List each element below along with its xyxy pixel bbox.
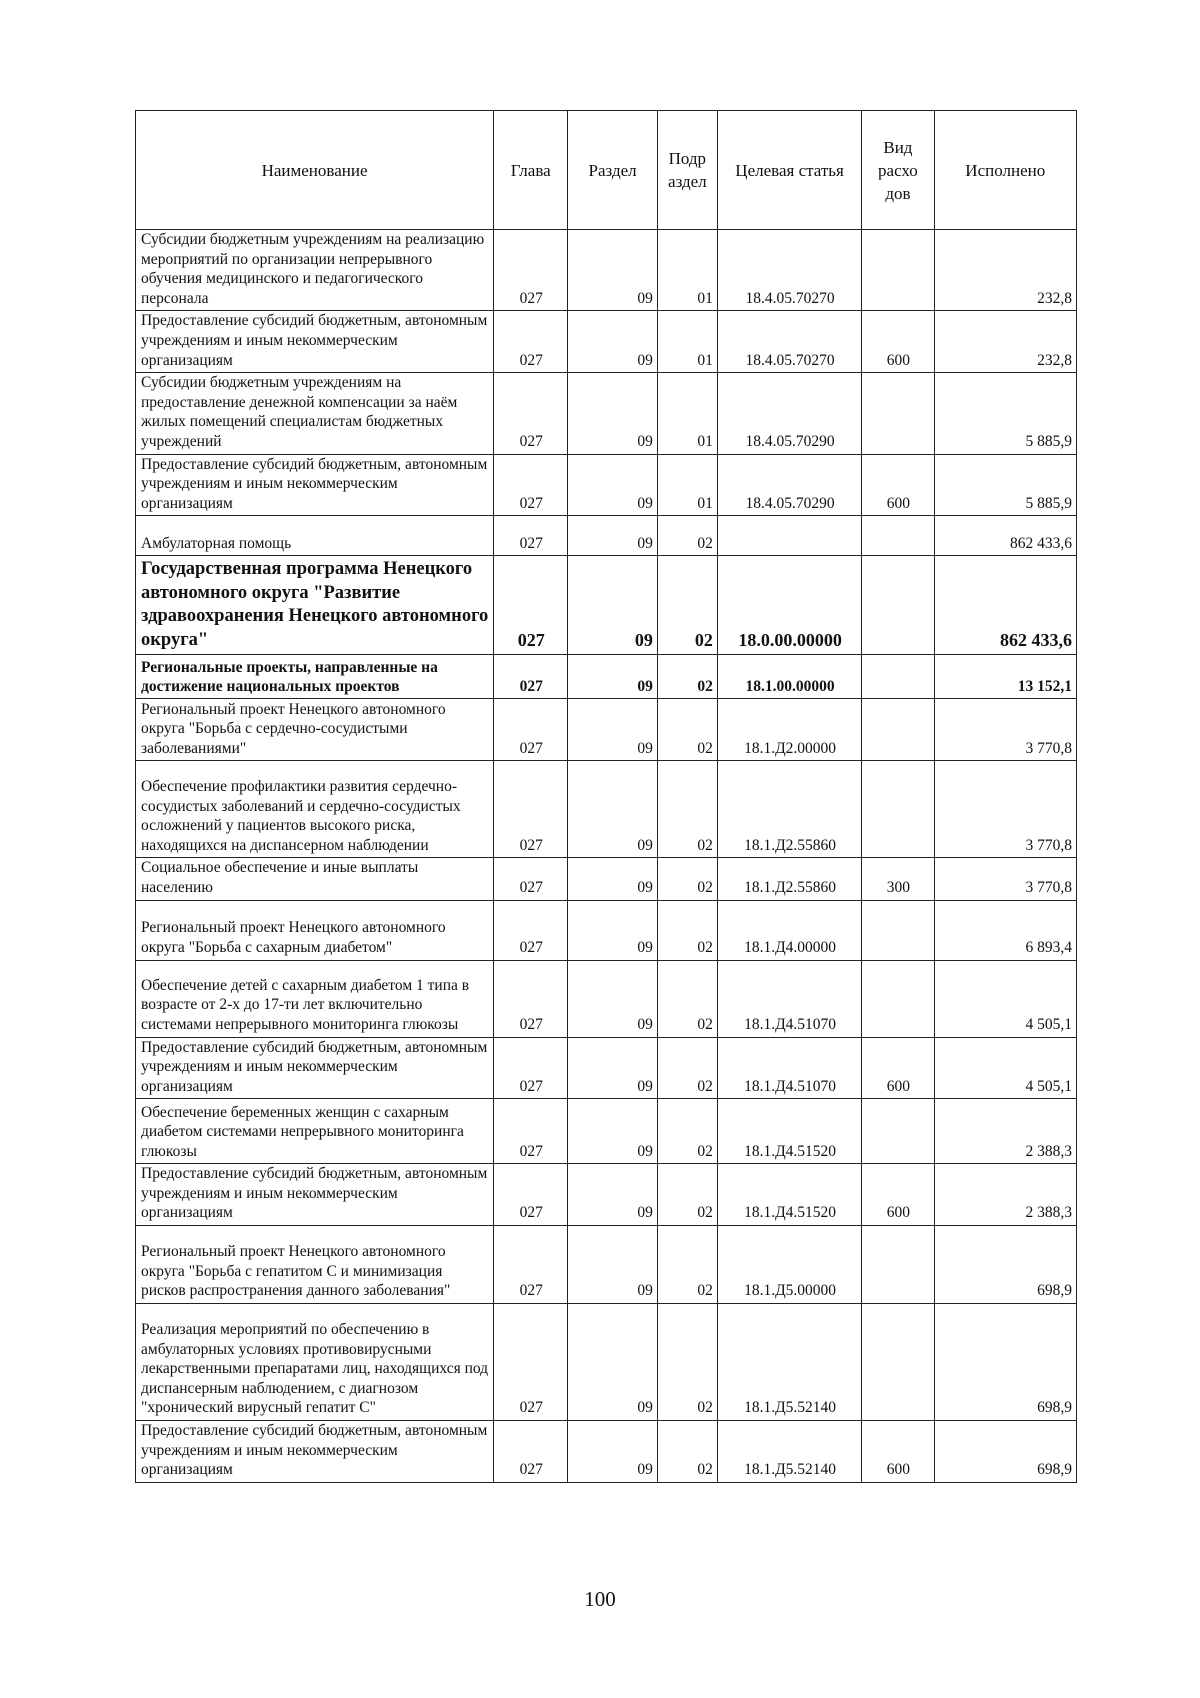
row-glava: 027 — [494, 761, 568, 858]
row-vid-rashodov — [862, 699, 934, 761]
row-name: Государственная программа Ненецкого автономного округа "Развитие здравоохранения Ненецкого автономного округа" — [136, 556, 494, 655]
row-vid-rashodov — [862, 373, 934, 454]
row-celevaya-statya: 18.4.05.70270 — [717, 311, 861, 373]
row-vid-rashodov: 600 — [862, 311, 934, 373]
row-vid-rashodov — [862, 900, 934, 960]
row-razdel: 09 — [568, 900, 658, 960]
row-ispolneno: 4 505,1 — [934, 960, 1076, 1037]
row-vid-rashodov — [862, 1304, 934, 1421]
row-name: Предоставление субсидий бюджетным, автономным учреждениям и иным некоммерческим организациям — [136, 1164, 494, 1226]
row-ispolneno: 3 770,8 — [934, 858, 1076, 900]
row-celevaya-statya — [717, 516, 861, 556]
table-row — [136, 900, 1077, 960]
row-glava: 027 — [494, 655, 568, 699]
row-vid-rashodov: 300 — [862, 858, 934, 900]
row-ispolneno: 2 388,3 — [934, 1164, 1076, 1226]
row-podrazdel: 02 — [657, 556, 717, 655]
row-vid-rashodov — [862, 655, 934, 699]
table-row — [136, 311, 1077, 373]
header-name: Наименование — [136, 111, 494, 230]
budget-table-sheet — [135, 110, 1077, 1483]
row-celevaya-statya: 18.4.05.70290 — [717, 373, 861, 454]
header-ispolneno: Исполнено — [934, 111, 1076, 230]
row-podrazdel: 02 — [657, 761, 717, 858]
row-celevaya-statya: 18.4.05.70290 — [717, 454, 861, 516]
row-razdel: 09 — [568, 1304, 658, 1421]
row-podrazdel: 01 — [657, 311, 717, 373]
row-name: Предоставление субсидий бюджетным, автономным учреждениям и иным некоммерческим организациям — [136, 1037, 494, 1099]
row-podrazdel: 02 — [657, 1099, 717, 1164]
row-glava: 027 — [494, 960, 568, 1037]
row-podrazdel: 01 — [657, 373, 717, 454]
row-glava: 027 — [494, 373, 568, 454]
row-podrazdel: 02 — [657, 900, 717, 960]
table-header-row — [136, 111, 1077, 230]
row-razdel: 09 — [568, 311, 658, 373]
row-glava: 027 — [494, 1226, 568, 1304]
row-razdel: 09 — [568, 373, 658, 454]
row-celevaya-statya: 18.1.Д4.51070 — [717, 1037, 861, 1099]
row-vid-rashodov — [862, 960, 934, 1037]
row-name: Региональные проекты, направленные на достижение национальных проектов — [136, 655, 494, 699]
table-row — [136, 1164, 1077, 1226]
row-podrazdel: 02 — [657, 699, 717, 761]
row-name: Предоставление субсидий бюджетным, автономным учреждениям и иным некоммерческим организациям — [136, 1421, 494, 1483]
row-ispolneno: 3 770,8 — [934, 699, 1076, 761]
row-ispolneno: 4 505,1 — [934, 1037, 1076, 1099]
row-name: Обеспечение беременных женщин с сахарным диабетом системами непрерывного мониторинга глюкозы — [136, 1099, 494, 1164]
row-vid-rashodov — [862, 1099, 934, 1164]
row-name: Обеспечение детей с сахарным диабетом 1 типа в возрасте от 2-х до 17-ти лет включительно системами непрерывного мониторинга глюкозы — [136, 960, 494, 1037]
row-razdel: 09 — [568, 655, 658, 699]
row-ispolneno: 698,9 — [934, 1304, 1076, 1421]
row-razdel: 09 — [568, 1226, 658, 1304]
header-razdel: Раздел — [568, 111, 658, 230]
row-podrazdel: 02 — [657, 655, 717, 699]
table-row — [136, 1304, 1077, 1421]
table-row — [136, 1421, 1077, 1483]
table-row — [136, 1099, 1077, 1164]
row-glava: 027 — [494, 1037, 568, 1099]
table-row — [136, 516, 1077, 556]
row-name: Предоставление субсидий бюджетным, автономным учреждениям и иным некоммерческим организациям — [136, 454, 494, 516]
row-ispolneno: 232,8 — [934, 311, 1076, 373]
row-podrazdel: 02 — [657, 1037, 717, 1099]
row-podrazdel: 01 — [657, 230, 717, 311]
row-ispolneno: 13 152,1 — [934, 655, 1076, 699]
row-glava: 027 — [494, 230, 568, 311]
row-name: Субсидии бюджетным учреждениям на предоставление денежной компенсации за наём жилых помещений специалистам бюджетных учреждений — [136, 373, 494, 454]
header-celevaya-statya: Целевая статья — [717, 111, 861, 230]
table-row — [136, 1037, 1077, 1099]
page-number: 100 — [584, 1587, 616, 1611]
table-row — [136, 761, 1077, 858]
row-ispolneno: 6 893,4 — [934, 900, 1076, 960]
row-name: Социальное обеспечение и иные выплаты населению — [136, 858, 494, 900]
row-vid-rashodov — [862, 516, 934, 556]
row-name: Субсидии бюджетным учреждениям на реализацию мероприятий по организации непрерывного обучения медицинского и педагогического персонала — [136, 230, 494, 311]
row-podrazdel: 02 — [657, 1421, 717, 1483]
row-name: Реализация мероприятий по обеспечению в амбулаторных условиях противовирусными лекарственными препаратами лиц, находящихся под диспансерным наблюдением, с диагнозом "хронический вирусный гепатит С" — [136, 1304, 494, 1421]
row-celevaya-statya: 18.4.05.70270 — [717, 230, 861, 311]
row-razdel: 09 — [568, 1099, 658, 1164]
row-razdel: 09 — [568, 761, 658, 858]
row-podrazdel: 02 — [657, 516, 717, 556]
row-podrazdel: 01 — [657, 454, 717, 516]
row-vid-rashodov: 600 — [862, 1037, 934, 1099]
table-row — [136, 655, 1077, 699]
row-celevaya-statya: 18.1.Д4.00000 — [717, 900, 861, 960]
row-razdel: 09 — [568, 699, 658, 761]
row-name: Региональный проект Ненецкого автономного округа "Борьба с гепатитом С и минимизация рисков распространения данного заболевания" — [136, 1226, 494, 1304]
row-celevaya-statya: 18.1.Д2.00000 — [717, 699, 861, 761]
row-glava: 027 — [494, 311, 568, 373]
row-ispolneno: 3 770,8 — [934, 761, 1076, 858]
row-podrazdel: 02 — [657, 960, 717, 1037]
row-glava: 027 — [494, 1421, 568, 1483]
table-row — [136, 960, 1077, 1037]
table-row — [136, 858, 1077, 900]
row-podrazdel: 02 — [657, 858, 717, 900]
row-glava: 027 — [494, 900, 568, 960]
row-vid-rashodov — [862, 556, 934, 655]
table-row — [136, 699, 1077, 761]
row-razdel: 09 — [568, 454, 658, 516]
header-vid-rashodov: Вид расхо дов — [862, 111, 934, 230]
header-glava: Глава — [494, 111, 568, 230]
table-row — [136, 556, 1077, 655]
row-glava: 027 — [494, 1164, 568, 1226]
row-ispolneno: 698,9 — [934, 1421, 1076, 1483]
row-razdel: 09 — [568, 1164, 658, 1226]
row-name: Амбулаторная помощь — [136, 516, 494, 556]
row-vid-rashodov — [862, 1226, 934, 1304]
row-glava: 027 — [494, 858, 568, 900]
row-ispolneno: 862 433,6 — [934, 516, 1076, 556]
table-row — [136, 1226, 1077, 1304]
row-glava: 027 — [494, 1099, 568, 1164]
row-vid-rashodov: 600 — [862, 454, 934, 516]
row-celevaya-statya: 18.1.Д4.51520 — [717, 1164, 861, 1226]
row-glava: 027 — [494, 454, 568, 516]
row-razdel: 09 — [568, 858, 658, 900]
row-razdel: 09 — [568, 1421, 658, 1483]
row-ispolneno: 5 885,9 — [934, 373, 1076, 454]
row-podrazdel: 02 — [657, 1226, 717, 1304]
table-row — [136, 454, 1077, 516]
row-celevaya-statya: 18.1.Д5.00000 — [717, 1226, 861, 1304]
row-ispolneno: 5 885,9 — [934, 454, 1076, 516]
row-glava: 027 — [494, 556, 568, 655]
header-podrazdel: Подр аздел — [657, 111, 717, 230]
row-vid-rashodov: 600 — [862, 1164, 934, 1226]
row-razdel: 09 — [568, 516, 658, 556]
row-glava: 027 — [494, 699, 568, 761]
row-name: Предоставление субсидий бюджетным, автономным учреждениям и иным некоммерческим организациям — [136, 311, 494, 373]
row-celevaya-statya: 18.1.Д4.51070 — [717, 960, 861, 1037]
row-glava: 027 — [494, 1304, 568, 1421]
row-celevaya-statya: 18.0.00.00000 — [717, 556, 861, 655]
row-razdel: 09 — [568, 1037, 658, 1099]
row-vid-rashodov — [862, 761, 934, 858]
table-row — [136, 373, 1077, 454]
row-razdel: 09 — [568, 960, 658, 1037]
row-podrazdel: 02 — [657, 1304, 717, 1421]
row-name: Обеспечение профилактики развития сердечно-сосудистых заболеваний и сердечно-сосудистых осложнений у пациентов высокого риска, находящихся на диспансерном наблюдении — [136, 761, 494, 858]
row-celevaya-statya: 18.1.Д2.55860 — [717, 858, 861, 900]
row-vid-rashodov: 600 — [862, 1421, 934, 1483]
row-ispolneno: 232,8 — [934, 230, 1076, 311]
row-celevaya-statya: 18.1.Д5.52140 — [717, 1421, 861, 1483]
row-name: Региональный проект Ненецкого автономного округа "Борьба с сердечно-сосудистыми заболеваниями" — [136, 699, 494, 761]
row-ispolneno: 2 388,3 — [934, 1099, 1076, 1164]
budget-execution-table — [135, 110, 1077, 1483]
row-celevaya-statya: 18.1.Д2.55860 — [717, 761, 861, 858]
row-razdel: 09 — [568, 556, 658, 655]
row-celevaya-statya: 18.1.Д5.52140 — [717, 1304, 861, 1421]
row-podrazdel: 02 — [657, 1164, 717, 1226]
row-name: Региональный проект Ненецкого автономного округа "Борьба с сахарным диабетом" — [136, 900, 494, 960]
row-celevaya-statya: 18.1.00.00000 — [717, 655, 861, 699]
row-ispolneno: 698,9 — [934, 1226, 1076, 1304]
row-vid-rashodov — [862, 230, 934, 311]
table-row — [136, 230, 1077, 311]
row-celevaya-statya: 18.1.Д4.51520 — [717, 1099, 861, 1164]
row-ispolneno: 862 433,6 — [934, 556, 1076, 655]
row-razdel: 09 — [568, 230, 658, 311]
row-glava: 027 — [494, 516, 568, 556]
